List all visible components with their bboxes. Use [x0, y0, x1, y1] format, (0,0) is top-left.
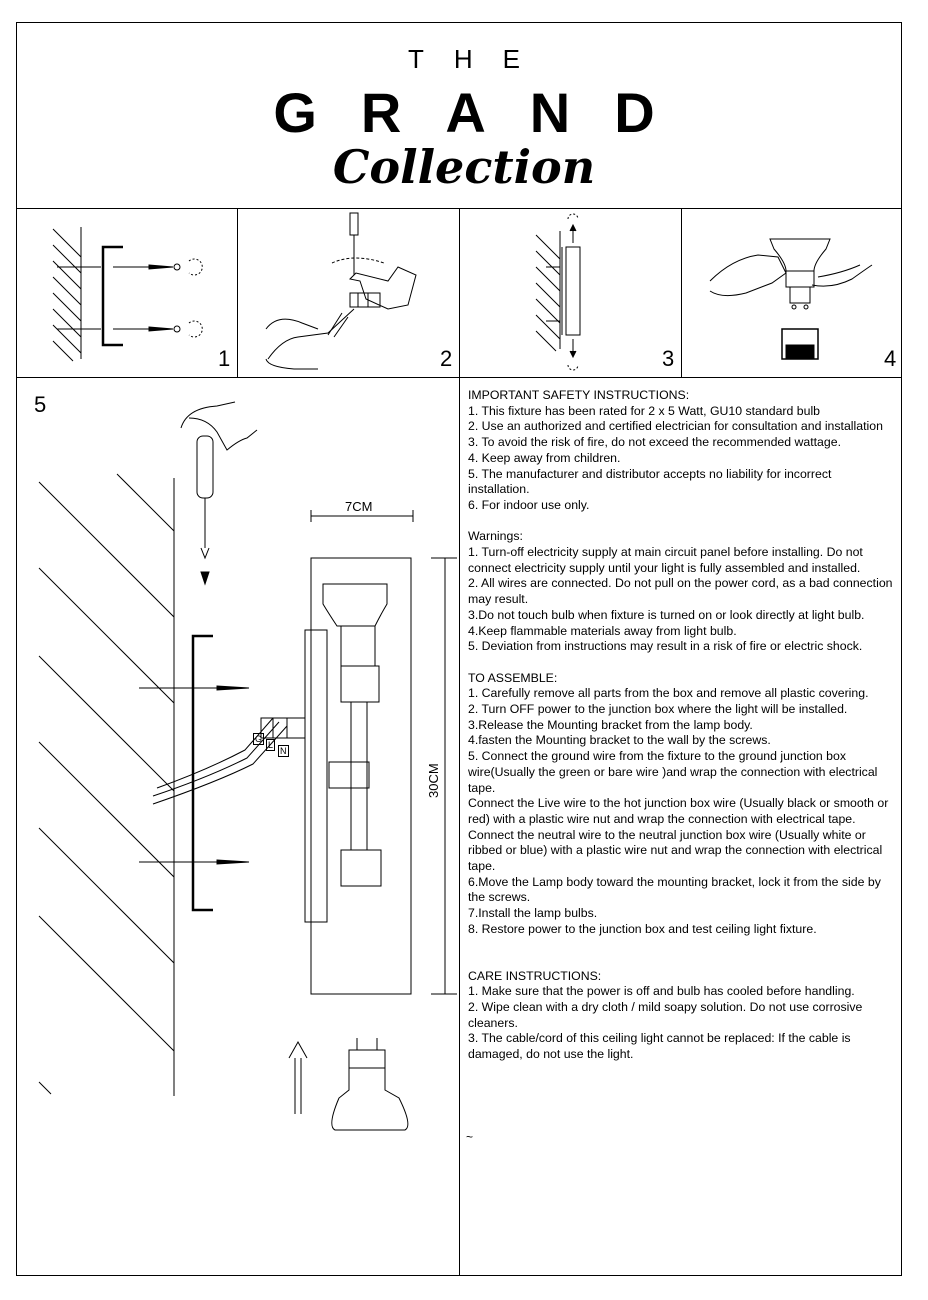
- safety-heading: IMPORTANT SAFETY INSTRUCTIONS:: [468, 388, 690, 402]
- safety-item: 2. Use an authorized and certified electrician for consultation and installation: [468, 419, 883, 434]
- terminal-label-ground: G: [255, 734, 263, 744]
- terminal-label-neutral: N: [280, 746, 287, 756]
- safety-item: 3. To avoid the risk of fire, do not exceed the recommended wattage.: [468, 435, 841, 450]
- dimension-width-label: 7CM: [345, 499, 373, 514]
- warning-item: 4.Keep flammable materials away from light bulb.: [468, 623, 737, 638]
- care-heading: CARE INSTRUCTIONS:: [468, 968, 602, 983]
- step-number-5: 5: [34, 392, 47, 417]
- warnings-section: [468, 529, 894, 655]
- step2-illustration: [238, 209, 459, 377]
- warning-item: 2. All wires are connected. Do not pull on the power cord, as a bad connection may result.: [468, 576, 893, 607]
- assemble-item: 8. Restore power to the junction box and test ceiling light fixture.: [468, 921, 817, 936]
- care-item: 3. The cable/cord of this ceiling light cannot be replaced: If the cable is damaged, do not use the light.: [468, 1031, 851, 1062]
- assemble-heading: TO ASSEMBLE:: [468, 670, 558, 685]
- step1-illustration: [17, 209, 237, 377]
- assemble-item: 7.Install the lamp bulbs.: [468, 906, 598, 921]
- step3-illustration: [460, 209, 681, 377]
- brand-collection: Collection: [332, 140, 596, 194]
- terminal-label-live: L: [268, 740, 274, 750]
- column-divider: [459, 377, 460, 1276]
- step-number-3: 3: [662, 346, 675, 371]
- brand-the: THE: [408, 44, 550, 74]
- brand-grand: GRAND: [273, 81, 699, 144]
- assemble-item: 5. Connect the ground wire from the fixture to the ground junction box wire(Usually the green or bare wire )and wrap the connection with electrical tape.: [468, 749, 878, 795]
- assemble-item: 4.fasten the Mounting bracket to the wall by the screws.: [468, 733, 771, 748]
- step4-illustration: [682, 209, 901, 377]
- warning-item: 5. Deviation from instructions may result in a risk of fire or electric shock.: [468, 639, 863, 654]
- warnings-heading: Warnings:: [468, 529, 523, 544]
- assemble-item: 3.Release the Mounting bracket from the lamp body.: [468, 717, 753, 732]
- assemble-section: [468, 671, 894, 938]
- care-section: [468, 969, 894, 1063]
- dimension-height-label: 30CM: [426, 763, 441, 798]
- assemble-item: Connect the Live wire to the hot junction box wire (Usually black or smooth or red) with a plastic wire nut and wrap the connection with electrical tape.: [468, 796, 889, 826]
- assemble-item: Connect the neutral wire to the neutral junction box wire (Usually white or ribbed or blue) with a plastic wire nut and wrap the connection with electrical tape.: [468, 827, 883, 874]
- care-item: 2. Wipe clean with a dry cloth / mild soapy solution. Do not use corrosive cleaners.: [468, 999, 863, 1030]
- step5-installation-diagram: [17, 378, 458, 1138]
- safety-item: 4. Keep away from children.: [468, 450, 621, 465]
- safety-item: 5. The manufacturer and distributor accepts no liability for incorrect installation.: [468, 466, 832, 497]
- assemble-item: 2. Turn OFF power to the junction box where the light will be installed.: [468, 702, 848, 717]
- step-number-2: 2: [440, 346, 453, 371]
- step-number-4: 4: [884, 346, 897, 371]
- footer-mark: ~: [466, 1130, 474, 1144]
- safety-section: [468, 388, 894, 514]
- step-number-1: 1: [218, 346, 231, 371]
- assemble-item: 6.Move the Lamp body toward the mounting bracket, lock it from the side by the screws.: [468, 874, 881, 905]
- assemble-item: 1. Carefully remove all parts from the box and remove all plastic covering.: [468, 686, 869, 701]
- instructions-column: [468, 388, 894, 1078]
- warning-item: 3.Do not touch bulb when fixture is turned on or look directly at light bulb.: [468, 607, 865, 622]
- warning-item: 1. Turn-off electricity supply at main circuit panel before installing. Do not connect electricity supply until your light is fully assembled and installed.: [468, 545, 863, 575]
- safety-item: 1. This fixture has been rated for 2 x 5 Watt, GU10 standard bulb: [468, 403, 821, 418]
- safety-item: 6. For indoor use only.: [468, 497, 590, 512]
- care-item: 1. Make sure that the power is off and bulb has cooled before handling.: [468, 984, 855, 999]
